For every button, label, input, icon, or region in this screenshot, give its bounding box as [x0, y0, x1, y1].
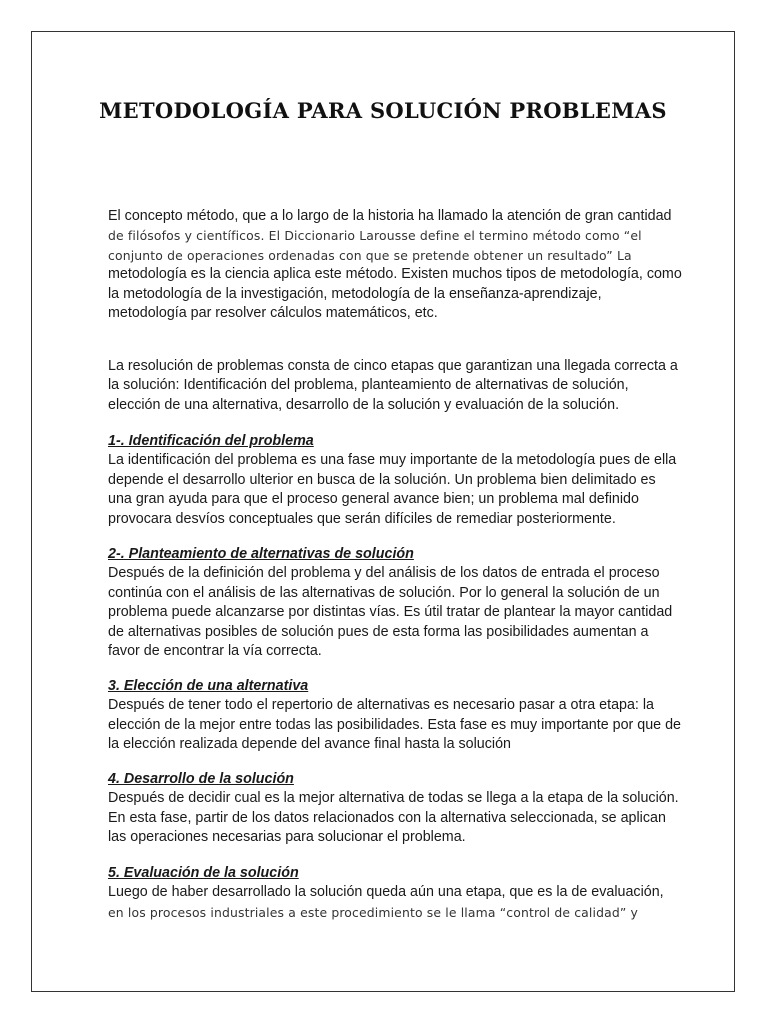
text-line: de filósofos y científicos. El Diccionario Larousse define el termino método como “el — [108, 228, 642, 244]
text-line: en los procesos industriales a este procedimiento se le llama “control de calidad” y — [108, 904, 639, 920]
text-line: una gran ayuda para que el proceso general avance bien; un problema mal definido — [108, 491, 639, 508]
text-line: Luego de haber desarrollado la solución queda aún una etapa, que es la de evaluación, — [108, 884, 664, 901]
section-identificacion — [108, 432, 677, 529]
section-heading: 2-. Planteamiento de alternativas de solución — [108, 546, 414, 562]
text-line: metodología es la ciencia aplica este método. Existen muchos tipos de metodología, como — [108, 266, 682, 283]
section-planteamiento — [108, 545, 673, 661]
text-line: problema puede alcanzarse por distintas vías. Es útil tratar de plantear la mayor cantidad — [108, 604, 673, 621]
text-line: las operaciones necesarias para solucionar el problema. — [108, 829, 466, 846]
text-line: En esta fase, partir de los datos relacionados con la alternativa seleccionada, se aplican — [108, 809, 666, 826]
text-line: elección de la mejor entre todas las posibilidades. Esta fase es muy importante por que de — [108, 716, 681, 733]
text-line: la elección realizada depende del avance final hasta la solución — [108, 736, 511, 753]
text-line: La resolución de problemas consta de cinco etapas que garantizan una llegada correcta a — [108, 358, 678, 374]
text-line: conjunto de operaciones ordenadas con que se pretende obtener un resultado” La — [108, 247, 632, 263]
text-line: elección de una alternativa, desarrollo de la solución y evaluación de la solución. — [108, 396, 620, 413]
text-line: metodología par resolver cálculos matemáticos, etc. — [108, 305, 438, 322]
text-line: La identificación del problema es una fase muy importante de la metodología pues de ella — [108, 452, 677, 469]
overview-paragraph — [108, 357, 678, 415]
text-line: la metodología de la investigación, metodología de la enseñanza-aprendizaje, — [108, 285, 602, 302]
intro-paragraph — [108, 207, 682, 323]
text-line: Después de decidir cual es la mejor alternativa de todas se llega a la etapa de la solución. — [108, 790, 679, 807]
document-page — [31, 31, 735, 992]
text-line: El concepto método, que a lo largo de la historia ha llamado la atención de gran cantidad — [108, 208, 672, 224]
section-desarrollo — [108, 770, 679, 848]
section-heading: 3. Elección de una alternativa — [108, 678, 309, 694]
text-line: continúa con el análisis de las alternativas de solución. Por lo general la solución de un — [108, 584, 660, 601]
section-eleccion — [108, 677, 681, 755]
text-line: provocara desvíos conceptuales que serán difíciles de remediar posteriormente. — [108, 510, 616, 527]
text-line: la solución: Identificación del problema, planteamiento de alternativas de solución, — [108, 377, 629, 394]
document-title: METODOLOGÍA PARA SOLUCIÓN PROBLEMAS — [99, 98, 667, 123]
section-evaluacion — [108, 864, 668, 922]
text-line: favor de encontrar la vía correcta. — [108, 643, 322, 660]
text-line: de alternativas posibles de solución pues de esta forma las posibilidades aumentan a — [108, 623, 649, 640]
section-heading: 1-. Identificación del problema — [108, 433, 314, 449]
text-line: Después de tener todo el repertorio de alternativas es necesario pasar a otra etapa: la — [108, 697, 654, 714]
section-heading: 4. Desarrollo de la solución — [108, 771, 294, 787]
section-heading: 5. Evaluación de la solución — [108, 865, 299, 881]
text-line: Después de la definición del problema y del análisis de los datos de entrada el proceso — [108, 565, 660, 582]
text-line: depende el desarrollo ulterior en busca de la solución. Un problema bien delimitado es — [108, 471, 656, 488]
